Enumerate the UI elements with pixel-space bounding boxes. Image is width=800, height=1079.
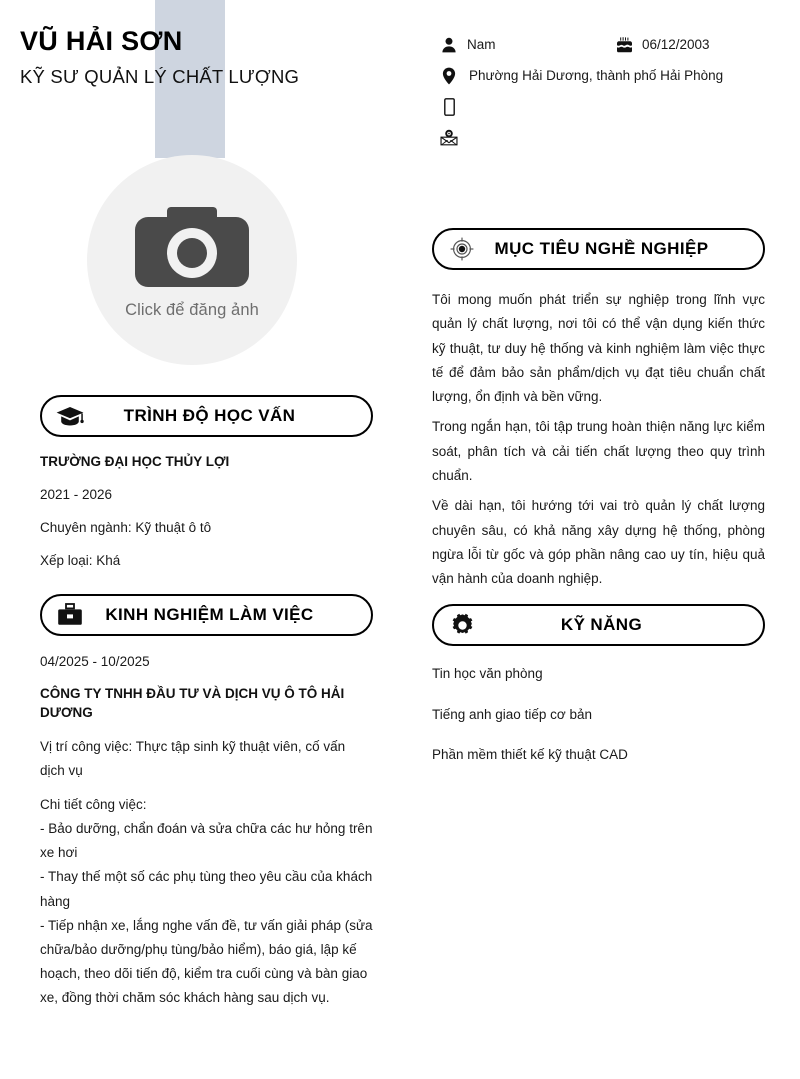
skill-item: Phần mềm thiết kế kỹ thuật CAD	[432, 747, 628, 763]
contact-row-address	[440, 61, 785, 90]
education-school: TRƯỜNG ĐẠI HỌC THỦY LỢI	[40, 454, 230, 469]
person-icon	[440, 37, 458, 53]
briefcase-icon	[42, 603, 98, 627]
objective-body	[432, 288, 765, 592]
experience-position: Vị trí công việc: Thực tập sinh kỹ thuật viên, cố vấn dịch vụ	[40, 739, 346, 779]
contact-row-phone	[440, 92, 785, 121]
contact-gender	[440, 37, 615, 53]
experience-body	[40, 652, 373, 1010]
experience-detail-item: - Tiếp nhận xe, lắng nghe vấn đề, tư vấn giải pháp (sửa chữa/bảo dưỡng/phụ tùng/bảo hiểm), báo giá, lập kế hoạch, theo dõi tiến độ, kiểm tra cuối cùng và bàn giao xe, đồng thời chăm sóc khách hàng sau dịch vụ.	[40, 917, 373, 1005]
phone-icon	[440, 98, 458, 116]
objective-title: MỤC TIÊU NGHỀ NGHIỆP	[494, 239, 709, 258]
experience-details-label: Chi tiết công việc:	[40, 797, 147, 813]
skills-title: KỸ NĂNG	[560, 615, 643, 634]
photo-upload-placeholder[interactable]	[87, 155, 297, 365]
education-grade: Xếp loại: Khá	[40, 552, 121, 568]
experience-period: 04/2025 - 10/2025	[40, 654, 150, 669]
birthday-cake-icon	[615, 37, 633, 53]
contact-row-gender-birthday	[440, 30, 785, 59]
section-skills	[432, 604, 765, 786]
contact-birthday	[615, 37, 710, 53]
skills-header-pill	[432, 604, 765, 646]
objective-paragraph: Tôi mong muốn phát triển sự nghiệp trong lĩnh vực quản lý chất lượng, nơi tôi có thể vận dụng kiến thức kỹ thuật, tư duy hệ thống và kinh nghiệm làm việc thực tế để đảm bảo sản phẩm/dịch vụ đạt tiêu chuẩn chất lượng, ổn định và bền vững.	[432, 292, 765, 405]
skill-item: Tin học văn phòng	[432, 666, 543, 681]
name-block	[20, 26, 299, 88]
candidate-job-title: KỸ SƯ QUẢN LÝ CHẤT LƯỢNG	[20, 66, 300, 88]
section-education	[40, 395, 373, 584]
section-experience	[40, 594, 373, 1010]
education-header-pill	[40, 395, 373, 437]
contact-info	[440, 30, 785, 154]
contact-email	[440, 129, 467, 146]
objective-header-pill	[432, 228, 765, 270]
target-icon	[434, 237, 490, 261]
education-title: TRÌNH ĐỘ HỌC VẤN	[123, 406, 296, 425]
objective-paragraph: Trong ngắn hạn, tôi tập trung hoàn thiện năng lực kiểm soát, phân tích và cải tiến chất lượng theo quy trình chuẩn.	[432, 419, 765, 484]
objective-paragraph: Về dài hạn, tôi hướng tới vai trò quản lý chất lượng chuyên sâu, có khả năng xây dựng hệ thống, phòng ngừa lỗi từ gốc và góp phần nâng cao uy tín, hiệu quả vận hành của doanh nghiệp.	[432, 498, 765, 587]
skills-body	[432, 664, 765, 765]
contact-gender-value: Nam	[467, 37, 496, 52]
experience-detail-item: - Thay thế một số các phụ tùng theo yêu cầu của khách hàng	[40, 869, 373, 909]
graduation-cap-icon	[42, 406, 98, 427]
location-pin-icon	[440, 67, 458, 85]
section-objective	[432, 228, 765, 598]
gear-icon	[434, 613, 490, 638]
skill-item: Tiếng anh giao tiếp cơ bản	[432, 706, 592, 722]
contact-address	[440, 67, 723, 85]
experience-header-pill	[40, 594, 373, 636]
candidate-name: VŨ HẢI SƠN	[20, 26, 183, 56]
education-body	[40, 453, 373, 570]
education-years: 2021 - 2026	[40, 486, 113, 502]
experience-title: KINH NGHIỆM LÀM VIỆC	[105, 605, 314, 624]
photo-upload-hint: Click để đăng ảnh	[125, 300, 259, 319]
contact-birthday-value: 06/12/2003	[642, 37, 710, 52]
envelope-icon	[440, 129, 458, 146]
right-column	[400, 0, 800, 1079]
contact-address-value: Phường Hải Dương, thành phố Hải Phòng	[469, 68, 724, 83]
camera-icon	[131, 201, 253, 291]
education-major: Chuyên ngành: Kỹ thuật ô tô	[40, 519, 212, 535]
contact-row-email	[440, 123, 785, 152]
experience-company: CÔNG TY TNHH ĐẦU TƯ VÀ DỊCH VỤ Ô TÔ HẢI DƯƠNG	[40, 686, 345, 720]
experience-detail-item: - Bảo dưỡng, chẩn đoán và sửa chữa các hư hỏng trên xe hơi	[40, 821, 373, 861]
contact-phone	[440, 98, 467, 116]
